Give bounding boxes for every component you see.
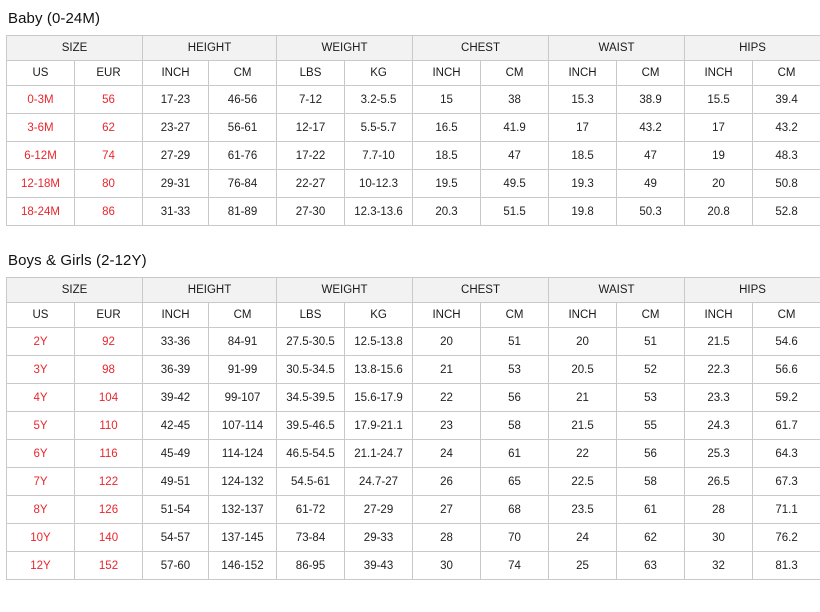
cell-hips-inch: 21.5 [685,328,753,356]
cell-hips-inch: 25.3 [685,440,753,468]
cell-height-inch: 23-27 [143,114,209,142]
cell-waist-cm: 50.3 [617,198,685,226]
cell-us: 12Y [7,552,75,580]
cell-height-cm: 81-89 [209,198,277,226]
cell-waist-cm: 56 [617,440,685,468]
cell-weight-kg: 15.6-17.9 [345,384,413,412]
cell-chest-cm: 68 [481,496,549,524]
cell-height-cm: 99-107 [209,384,277,412]
table-row [7,496,820,524]
cell-chest-inch: 15 [413,86,481,114]
cell-waist-cm: 55 [617,412,685,440]
cell-weight-lbs: 12-17 [277,114,345,142]
table-group-header-row [7,278,820,303]
size-table-baby [6,35,820,226]
cell-height-inch: 39-42 [143,384,209,412]
cell-weight-lbs: 34.5-39.5 [277,384,345,412]
table-row [7,440,820,468]
cell-chest-cm: 61 [481,440,549,468]
cell-waist-cm: 63 [617,552,685,580]
cell-chest-cm: 49.5 [481,170,549,198]
cell-weight-lbs: 54.5-61 [277,468,345,496]
cell-chest-inch: 21 [413,356,481,384]
cell-eur: 140 [75,524,143,552]
cell-height-cm: 91-99 [209,356,277,384]
cell-hips-inch: 28 [685,496,753,524]
cell-us: 12-18M [7,170,75,198]
cell-waist-inch: 22 [549,440,617,468]
cell-eur: 110 [75,412,143,440]
cell-weight-kg: 17.9-21.1 [345,412,413,440]
cell-us: 6Y [7,440,75,468]
cell-eur: 56 [75,86,143,114]
group-header-weight: WEIGHT [277,36,413,61]
cell-height-inch: 31-33 [143,198,209,226]
cell-height-cm: 107-114 [209,412,277,440]
cell-weight-lbs: 17-22 [277,142,345,170]
table-row [7,86,820,114]
cell-waist-inch: 23.5 [549,496,617,524]
unit-header-height-cm: CM [209,303,277,328]
cell-weight-kg: 13.8-15.6 [345,356,413,384]
cell-weight-kg: 12.3-13.6 [345,198,413,226]
cell-hips-cm: 61.7 [753,412,820,440]
group-header-size: SIZE [7,278,143,303]
cell-waist-inch: 18.5 [549,142,617,170]
cell-eur: 86 [75,198,143,226]
unit-header-height-cm: CM [209,61,277,86]
unit-header-weight-lbs: LBS [277,61,345,86]
cell-eur: 116 [75,440,143,468]
cell-weight-kg: 7.7-10 [345,142,413,170]
cell-waist-cm: 62 [617,524,685,552]
unit-header-hips-inch: INCH [685,303,753,328]
cell-waist-cm: 58 [617,468,685,496]
cell-weight-lbs: 22-27 [277,170,345,198]
table-row [7,468,820,496]
cell-eur: 80 [75,170,143,198]
group-header-height: HEIGHT [143,278,277,303]
cell-weight-lbs: 27.5-30.5 [277,328,345,356]
cell-height-cm: 124-132 [209,468,277,496]
cell-hips-inch: 24.3 [685,412,753,440]
cell-us: 4Y [7,384,75,412]
unit-header-weight-kg: KG [345,61,413,86]
cell-chest-inch: 27 [413,496,481,524]
group-header-chest: CHEST [413,278,549,303]
group-header-hips: HIPS [685,278,820,303]
cell-hips-cm: 67.3 [753,468,820,496]
cell-chest-inch: 20 [413,328,481,356]
cell-height-inch: 36-39 [143,356,209,384]
cell-weight-kg: 29-33 [345,524,413,552]
cell-weight-kg: 21.1-24.7 [345,440,413,468]
cell-eur: 104 [75,384,143,412]
cell-hips-cm: 39.4 [753,86,820,114]
cell-waist-cm: 47 [617,142,685,170]
cell-chest-inch: 20.3 [413,198,481,226]
cell-hips-inch: 20 [685,170,753,198]
cell-height-inch: 51-54 [143,496,209,524]
unit-header-eur: EUR [75,61,143,86]
cell-height-inch: 42-45 [143,412,209,440]
group-header-weight: WEIGHT [277,278,413,303]
cell-hips-cm: 54.6 [753,328,820,356]
cell-chest-cm: 53 [481,356,549,384]
cell-hips-inch: 22.3 [685,356,753,384]
cell-height-inch: 29-31 [143,170,209,198]
cell-waist-inch: 25 [549,552,617,580]
cell-height-cm: 146-152 [209,552,277,580]
cell-chest-cm: 51.5 [481,198,549,226]
cell-weight-lbs: 39.5-46.5 [277,412,345,440]
cell-weight-lbs: 7-12 [277,86,345,114]
cell-weight-kg: 27-29 [345,496,413,524]
cell-waist-inch: 21.5 [549,412,617,440]
cell-waist-cm: 61 [617,496,685,524]
cell-hips-inch: 26.5 [685,468,753,496]
group-header-hips: HIPS [685,36,820,61]
cell-us: 2Y [7,328,75,356]
cell-hips-inch: 23.3 [685,384,753,412]
cell-height-cm: 114-124 [209,440,277,468]
cell-height-inch: 17-23 [143,86,209,114]
cell-waist-cm: 43.2 [617,114,685,142]
cell-hips-inch: 17 [685,114,753,142]
page-title-baby: Baby (0-24M) [8,10,101,27]
cell-eur: 126 [75,496,143,524]
cell-waist-inch: 17 [549,114,617,142]
unit-header-weight-lbs: LBS [277,303,345,328]
cell-chest-inch: 26 [413,468,481,496]
unit-header-height-inch: INCH [143,61,209,86]
cell-waist-cm: 49 [617,170,685,198]
table-unit-header-row [7,61,820,86]
cell-eur: 152 [75,552,143,580]
cell-weight-kg: 39-43 [345,552,413,580]
cell-hips-inch: 19 [685,142,753,170]
cell-height-cm: 137-145 [209,524,277,552]
cell-hips-cm: 48.3 [753,142,820,170]
cell-us: 0-3M [7,86,75,114]
unit-header-weight-kg: KG [345,303,413,328]
size-table-boys-girls [6,277,820,580]
cell-hips-cm: 64.3 [753,440,820,468]
cell-waist-inch: 15.3 [549,86,617,114]
unit-header-hips-cm: CM [753,61,820,86]
group-header-height: HEIGHT [143,36,277,61]
table-group-header-row [7,36,820,61]
table-row [7,198,820,226]
cell-height-inch: 27-29 [143,142,209,170]
cell-hips-cm: 56.6 [753,356,820,384]
cell-height-cm: 56-61 [209,114,277,142]
cell-chest-cm: 58 [481,412,549,440]
cell-eur: 62 [75,114,143,142]
group-header-waist: WAIST [549,278,685,303]
cell-weight-kg: 12.5-13.8 [345,328,413,356]
unit-header-chest-inch: INCH [413,303,481,328]
unit-header-us: US [7,303,75,328]
cell-hips-cm: 76.2 [753,524,820,552]
cell-weight-lbs: 61-72 [277,496,345,524]
cell-hips-cm: 81.3 [753,552,820,580]
cell-hips-inch: 15.5 [685,86,753,114]
unit-header-hips-cm: CM [753,303,820,328]
cell-chest-inch: 30 [413,552,481,580]
unit-header-chest-cm: CM [481,303,549,328]
cell-hips-inch: 20.8 [685,198,753,226]
cell-chest-inch: 28 [413,524,481,552]
unit-header-waist-cm: CM [617,61,685,86]
cell-chest-cm: 65 [481,468,549,496]
table-row [7,356,820,384]
table-row [7,412,820,440]
unit-header-us: US [7,61,75,86]
cell-chest-cm: 74 [481,552,549,580]
cell-hips-cm: 71.1 [753,496,820,524]
cell-height-inch: 57-60 [143,552,209,580]
group-header-chest: CHEST [413,36,549,61]
cell-weight-lbs: 73-84 [277,524,345,552]
cell-chest-inch: 22 [413,384,481,412]
cell-chest-cm: 51 [481,328,549,356]
cell-chest-cm: 38 [481,86,549,114]
unit-header-height-inch: INCH [143,303,209,328]
cell-weight-lbs: 30.5-34.5 [277,356,345,384]
cell-chest-inch: 19.5 [413,170,481,198]
cell-height-inch: 45-49 [143,440,209,468]
cell-hips-cm: 52.8 [753,198,820,226]
cell-weight-lbs: 86-95 [277,552,345,580]
cell-weight-kg: 10-12.3 [345,170,413,198]
cell-waist-cm: 53 [617,384,685,412]
cell-waist-inch: 21 [549,384,617,412]
cell-chest-cm: 47 [481,142,549,170]
unit-header-waist-cm: CM [617,303,685,328]
cell-chest-cm: 56 [481,384,549,412]
cell-hips-inch: 32 [685,552,753,580]
cell-us: 10Y [7,524,75,552]
table-unit-header-row [7,303,820,328]
cell-waist-cm: 51 [617,328,685,356]
cell-height-cm: 46-56 [209,86,277,114]
cell-waist-cm: 38.9 [617,86,685,114]
cell-waist-inch: 20 [549,328,617,356]
cell-weight-kg: 5.5-5.7 [345,114,413,142]
cell-hips-inch: 30 [685,524,753,552]
cell-us: 3-6M [7,114,75,142]
table-row [7,114,820,142]
cell-us: 5Y [7,412,75,440]
cell-us: 7Y [7,468,75,496]
group-header-waist: WAIST [549,36,685,61]
cell-us: 6-12M [7,142,75,170]
cell-eur: 92 [75,328,143,356]
cell-height-cm: 61-76 [209,142,277,170]
cell-chest-inch: 24 [413,440,481,468]
cell-hips-cm: 43.2 [753,114,820,142]
unit-header-chest-inch: INCH [413,61,481,86]
unit-header-eur: EUR [75,303,143,328]
table-row [7,142,820,170]
cell-chest-cm: 70 [481,524,549,552]
cell-us: 18-24M [7,198,75,226]
unit-header-chest-cm: CM [481,61,549,86]
table-row [7,524,820,552]
cell-height-inch: 54-57 [143,524,209,552]
cell-weight-lbs: 46.5-54.5 [277,440,345,468]
cell-chest-inch: 18.5 [413,142,481,170]
unit-header-waist-inch: INCH [549,303,617,328]
cell-eur: 74 [75,142,143,170]
cell-weight-kg: 24.7-27 [345,468,413,496]
cell-weight-kg: 3.2-5.5 [345,86,413,114]
page-title-boys-girls: Boys & Girls (2-12Y) [8,252,147,269]
unit-header-hips-inch: INCH [685,61,753,86]
cell-waist-inch: 20.5 [549,356,617,384]
cell-chest-inch: 16.5 [413,114,481,142]
cell-waist-inch: 24 [549,524,617,552]
cell-eur: 98 [75,356,143,384]
group-header-size: SIZE [7,36,143,61]
table-row [7,552,820,580]
cell-us: 3Y [7,356,75,384]
cell-chest-cm: 41.9 [481,114,549,142]
cell-height-cm: 84-91 [209,328,277,356]
cell-weight-lbs: 27-30 [277,198,345,226]
cell-height-inch: 49-51 [143,468,209,496]
cell-height-cm: 132-137 [209,496,277,524]
table-row [7,384,820,412]
cell-waist-inch: 22.5 [549,468,617,496]
table-row [7,328,820,356]
cell-waist-inch: 19.8 [549,198,617,226]
unit-header-waist-inch: INCH [549,61,617,86]
cell-hips-cm: 50.8 [753,170,820,198]
table-row [7,170,820,198]
cell-us: 8Y [7,496,75,524]
cell-height-cm: 76-84 [209,170,277,198]
cell-waist-inch: 19.3 [549,170,617,198]
cell-chest-inch: 23 [413,412,481,440]
cell-hips-cm: 59.2 [753,384,820,412]
cell-eur: 122 [75,468,143,496]
cell-waist-cm: 52 [617,356,685,384]
cell-height-inch: 33-36 [143,328,209,356]
